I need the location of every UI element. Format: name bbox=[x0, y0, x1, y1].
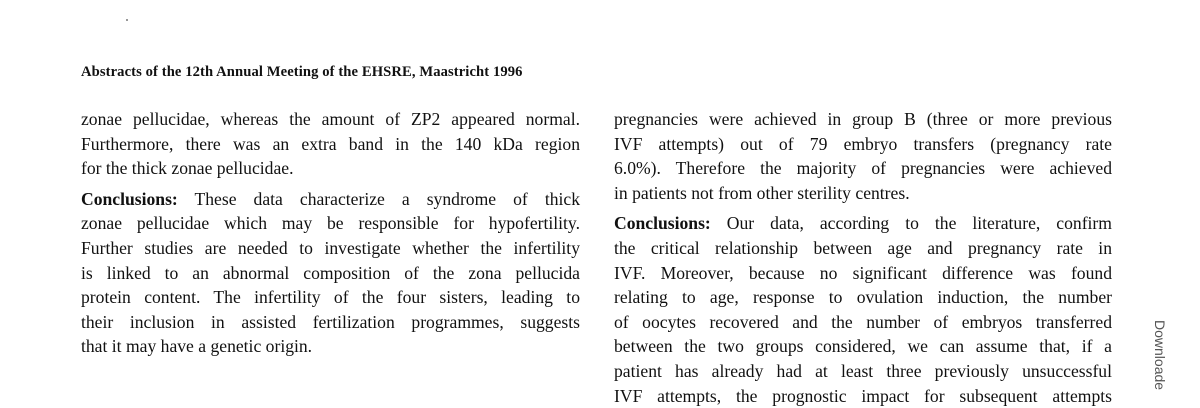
text-segment: Our data, according to the literature, confirm bbox=[726, 213, 1112, 234]
text-line: the critical relationship between age and pregnancy rate in bbox=[614, 237, 1112, 258]
speck-mark bbox=[126, 19, 128, 21]
text-line: IVF attempts) out of 79 embryo transfers (pregnancy rate bbox=[614, 133, 1112, 154]
text-line bbox=[81, 187, 580, 212]
right-column bbox=[614, 107, 1112, 408]
download-watermark bbox=[1150, 320, 1170, 400]
conclusions-label: Conclusions: bbox=[81, 188, 178, 209]
text-line: relating to age, response to ovulation induction, the number bbox=[614, 287, 1112, 308]
text-line: IVF attempts, the prognostic impact for subsequent attempts bbox=[614, 385, 1112, 406]
text-segment: These data characterize a syndrome of thick bbox=[194, 188, 580, 209]
download-watermark-text: Downloade bbox=[1152, 320, 1168, 391]
text-line: patient has already had at least three previously unsuccessful bbox=[614, 360, 1112, 381]
text-line: pregnancies were achieved in group B (three or more previous bbox=[614, 109, 1112, 129]
text-line: zonae pellucidae which may be responsible for hypofertility. bbox=[81, 213, 580, 234]
text-line: their inclusion in assisted fertilization programmes, suggests bbox=[81, 311, 580, 332]
text-line: that it may have a genetic origin. bbox=[81, 336, 313, 357]
text-line: IVF. Moreover, because no significant difference was found bbox=[614, 262, 1112, 283]
left-column bbox=[81, 107, 580, 359]
text-line: Further studies are needed to investigate whether the infertility bbox=[81, 237, 580, 258]
text-line bbox=[614, 211, 1112, 236]
text-line: zonae pellucidae, whereas the amount of ZP2 appeared normal. bbox=[81, 109, 580, 129]
text-line: protein content. The infertility of the four sisters, leading to bbox=[81, 287, 580, 308]
text-line: is linked to an abnormal composition of the zona pellucida bbox=[81, 262, 580, 283]
running-header: Abstracts of the 12th Annual Meeting of the EHSRE, Maastricht 1996 bbox=[81, 64, 523, 80]
text-line: 6.0%). Therefore the majority of pregnancies were achieved bbox=[614, 158, 1112, 179]
text-line: for the thick zonae pellucidae. bbox=[81, 158, 294, 179]
text-line: between the two groups considered, we can assume that, if a bbox=[614, 336, 1112, 357]
conclusions-label: Conclusions: bbox=[614, 213, 711, 234]
text-line: Furthermore, there was an extra band in the 140 kDa region bbox=[81, 133, 580, 154]
text-line: of oocytes recovered and the number of embryos transferred bbox=[614, 311, 1112, 332]
text-line: in patients not from other sterility centres. bbox=[614, 182, 910, 203]
